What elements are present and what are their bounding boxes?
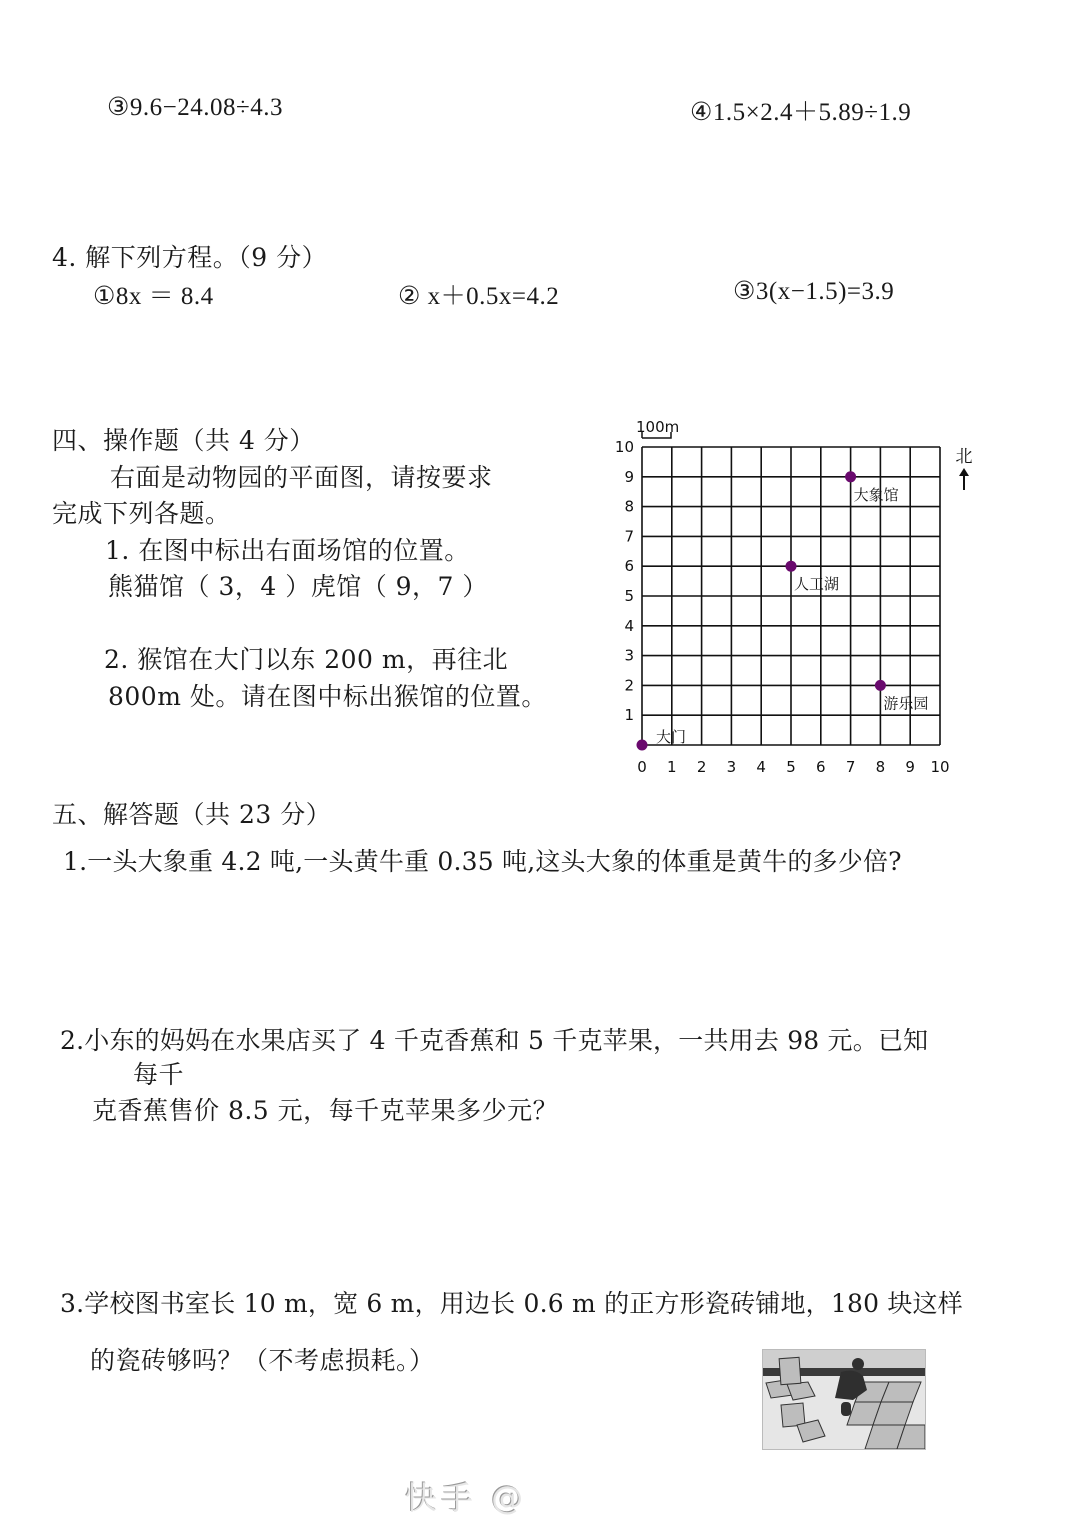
section5-q3-line1: 3.学校图书室长 10 m，宽 6 m，用边长 0.6 m 的正方形瓷砖铺地，180 块这样: [60, 1289, 963, 1318]
north-arrow-icon: [956, 447, 973, 490]
svg-text:4: 4: [756, 758, 766, 776]
svg-text:2: 2: [624, 676, 634, 695]
svg-text:游乐园: 游乐园: [883, 694, 929, 713]
section5-q2-line3: 克香蕉售价 8.5 元，每千克苹果多少元？: [92, 1096, 559, 1125]
svg-text:6: 6: [816, 758, 826, 776]
zoo-map-grid: [600, 410, 1000, 780]
section5-title: 五、解答题（共 23 分）: [52, 800, 332, 829]
equation-3: ③3(x−1.5)=3.9: [733, 278, 895, 305]
svg-text:5: 5: [786, 758, 796, 776]
scale-bar: [636, 418, 679, 438]
svg-text:大象馆: 大象馆: [853, 485, 899, 504]
svg-text:1: 1: [624, 706, 634, 725]
calc-item-3: ③9.6−24.08÷4.3: [107, 94, 283, 121]
svg-text:8: 8: [624, 497, 634, 516]
equation-1: ①8x ＝ 8.4: [93, 283, 214, 310]
calc-item-4: ④1.5×2.4＋5.89÷1.9: [690, 99, 912, 126]
svg-text:3: 3: [726, 758, 737, 776]
section5-q1: 1.一头大象重 4.2 吨,一头黄牛重 0.35 吨,这头大象的体重是黄牛的多少倍?: [63, 847, 902, 876]
y-axis-ticks: [615, 438, 634, 724]
map-point: [637, 728, 687, 751]
tiling-worker-illustration: [762, 1349, 926, 1450]
svg-text:0: 0: [637, 758, 647, 776]
section4-q2-line2: 800m 处。请在图中标出猴馆的位置。: [108, 682, 547, 711]
svg-text:北: 北: [955, 447, 973, 467]
svg-text:2: 2: [696, 758, 707, 776]
svg-text:5: 5: [624, 587, 634, 605]
section4-intro-line1: 右面是动物园的平面图，请按要求: [110, 463, 493, 492]
map-points: [637, 471, 929, 750]
svg-text:10: 10: [614, 438, 634, 456]
svg-text:9: 9: [624, 467, 634, 486]
svg-text:大门: 大门: [656, 728, 687, 746]
svg-text:1: 1: [667, 758, 677, 776]
section5-q3-line2: 的瓷砖够吗？（不考虑损耗。）: [90, 1346, 435, 1375]
section4-title: 四、操作题（共 4 分）: [52, 426, 315, 455]
svg-text:9: 9: [905, 758, 915, 776]
section4-q2-line1: 2. 猴馆在大门以东 200 m，再往北: [104, 645, 509, 674]
x-axis-ticks: [637, 758, 949, 776]
section4-intro-line2: 完成下列各题。: [52, 499, 231, 528]
svg-text:3: 3: [624, 646, 634, 665]
watermark: 快手 @: [405, 1479, 528, 1517]
svg-text:100m: 100m: [636, 418, 680, 436]
svg-text:6: 6: [624, 557, 634, 576]
section5-q2-line2: 每千: [133, 1060, 185, 1089]
svg-text:4: 4: [624, 616, 634, 635]
svg-text:10: 10: [930, 758, 950, 776]
svg-text:8: 8: [875, 758, 886, 776]
svg-text:7: 7: [624, 527, 634, 546]
equation-2: ② x＋0.5x=4.2: [398, 283, 560, 310]
section4-q1-line1: 1. 在图中标出右面场馆的位置。: [105, 536, 470, 565]
svg-text:人工湖: 人工湖: [794, 575, 840, 594]
equations-title: 4. 解下列方程。（9 分）: [52, 243, 328, 272]
section4-q1-line2: 熊猫馆（ 3，4 ）虎馆（ 9，7 ）: [108, 572, 488, 601]
section5-q2-line1: 2.小东的妈妈在水果店买了 4 千克香蕉和 5 千克苹果，一共用去 98 元。已知: [60, 1026, 929, 1055]
svg-text:7: 7: [845, 758, 856, 776]
